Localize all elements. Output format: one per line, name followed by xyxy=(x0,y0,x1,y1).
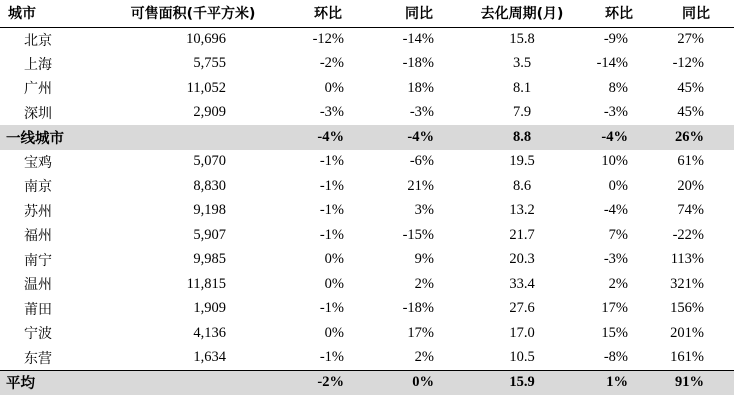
area-mom: 0% xyxy=(324,251,344,268)
area-yoy: 17% xyxy=(407,324,434,341)
cycle-mom: -8% xyxy=(603,349,628,365)
area-yoy: 18% xyxy=(407,79,434,96)
header-cycle-mom: 环比 xyxy=(580,0,658,27)
table-row xyxy=(0,101,734,126)
area-yoy: -18% xyxy=(402,55,434,72)
cycle-mom: -3% xyxy=(603,104,628,121)
cycle-mom: 0% xyxy=(608,177,628,194)
area-yoy: -15% xyxy=(402,226,434,243)
city-name: 深圳 xyxy=(24,105,52,122)
area-yoy: 2% xyxy=(414,349,434,365)
area-yoy: 9% xyxy=(414,251,434,268)
area-mom: -1% xyxy=(319,349,344,365)
area-yoy: -6% xyxy=(409,153,434,170)
destock-cycle: 8.1 xyxy=(512,79,532,96)
available-area: 1,909 xyxy=(193,300,226,317)
cycle-yoy: 161% xyxy=(670,349,704,365)
cycle-yoy: 321% xyxy=(670,275,704,292)
header-cycle-yoy: 同比 xyxy=(658,0,734,27)
table-row xyxy=(0,52,734,77)
cycle-yoy: 156% xyxy=(670,300,704,317)
available-area xyxy=(104,370,282,395)
destock-cycle: 10.5 xyxy=(509,349,535,365)
header-city: 城市 xyxy=(0,0,104,27)
average-row xyxy=(0,370,734,395)
cycle-yoy: -22% xyxy=(672,226,704,243)
area-mom: -2% xyxy=(282,370,374,395)
table-row xyxy=(0,76,734,101)
table-row xyxy=(0,248,734,273)
destock-cycle: 20.3 xyxy=(509,251,535,268)
area-yoy: 21% xyxy=(407,177,434,194)
cycle-mom: -3% xyxy=(603,251,628,268)
area-yoy: -3% xyxy=(409,104,434,121)
table-row xyxy=(0,272,734,297)
destock-cycle: 13.2 xyxy=(509,202,535,219)
cycle-yoy: 27% xyxy=(677,31,704,47)
table-row xyxy=(0,150,734,175)
available-area: 9,985 xyxy=(193,251,226,268)
destock-cycle: 27.6 xyxy=(509,300,535,317)
cycle-mom: 8% xyxy=(608,79,628,96)
available-area: 8,830 xyxy=(193,177,226,194)
area-yoy: 3% xyxy=(414,202,434,219)
area-mom: -3% xyxy=(319,104,344,121)
destock-cycle: 17.0 xyxy=(509,324,535,341)
destock-cycle: 8.8 xyxy=(512,128,532,145)
city-name: 南宁 xyxy=(24,252,52,269)
available-area: 10,696 xyxy=(186,31,226,47)
area-mom: 0% xyxy=(324,324,344,341)
available-area: 5,907 xyxy=(193,226,226,243)
area-mom: -12% xyxy=(312,31,344,47)
cycle-yoy: -12% xyxy=(672,55,704,72)
header-available-area: 可售面积(千平方米) xyxy=(104,0,282,27)
destock-cycle: 3.5 xyxy=(512,55,532,72)
available-area: 9,198 xyxy=(193,202,226,219)
city-name: 莆田 xyxy=(24,301,52,318)
available-area: 11,052 xyxy=(186,79,226,96)
cycle-yoy: 61% xyxy=(677,153,704,170)
cycle-yoy: 20% xyxy=(677,177,704,194)
area-mom: -1% xyxy=(319,300,344,317)
area-mom: -1% xyxy=(319,177,344,194)
destock-cycle: 21.7 xyxy=(509,226,535,243)
city-name: 上海 xyxy=(24,56,52,73)
destock-cycle: 15.9 xyxy=(464,370,580,395)
table-row xyxy=(0,321,734,346)
header-area-mom: 环比 xyxy=(282,0,374,27)
available-area: 11,815 xyxy=(186,275,226,292)
table-row xyxy=(0,346,734,371)
city-name: 福州 xyxy=(24,228,52,245)
available-area: 1,634 xyxy=(193,349,226,365)
table-row xyxy=(0,174,734,199)
area-yoy: -18% xyxy=(402,300,434,317)
destock-cycle: 15.8 xyxy=(509,31,535,47)
table-header-row xyxy=(0,0,734,27)
cycle-yoy: 91% xyxy=(658,370,734,395)
area-mom: -2% xyxy=(319,55,344,72)
cycle-yoy: 74% xyxy=(677,202,704,219)
cycle-mom: 1% xyxy=(580,370,658,395)
area-mom: -1% xyxy=(319,202,344,219)
area-mom: 0% xyxy=(324,275,344,292)
available-area: 5,755 xyxy=(193,55,226,72)
area-yoy: -4% xyxy=(407,128,434,145)
average-label: 平均 xyxy=(0,370,104,395)
table-row xyxy=(0,27,734,52)
available-area: 5,070 xyxy=(193,153,226,170)
area-yoy: 0% xyxy=(374,370,464,395)
cycle-mom: -14% xyxy=(596,55,628,72)
summary-label: 一线城市 xyxy=(6,130,64,147)
destock-cycle: 33.4 xyxy=(509,275,535,292)
cycle-mom: -4% xyxy=(601,128,628,145)
city-name: 北京 xyxy=(24,32,52,49)
tier1-summary-row xyxy=(0,125,734,150)
city-name: 宁波 xyxy=(24,326,52,343)
city-name: 东营 xyxy=(24,350,52,367)
cycle-mom: -4% xyxy=(603,202,628,219)
area-yoy: -14% xyxy=(402,31,434,47)
header-destock-cycle: 去化周期(月) xyxy=(464,0,580,27)
cycle-yoy: 45% xyxy=(677,104,704,121)
available-area: 4,136 xyxy=(193,324,226,341)
table-row xyxy=(0,297,734,322)
available-area: 2,909 xyxy=(193,104,226,121)
cycle-yoy: 45% xyxy=(677,79,704,96)
cycle-yoy: 201% xyxy=(670,324,704,341)
table-row xyxy=(0,223,734,248)
header-area-yoy: 同比 xyxy=(374,0,464,27)
destock-cycle: 19.5 xyxy=(509,153,535,170)
area-mom: -1% xyxy=(319,153,344,170)
city-name: 广州 xyxy=(24,81,52,98)
city-name: 苏州 xyxy=(24,203,52,220)
area-yoy: 2% xyxy=(414,275,434,292)
cycle-mom: 17% xyxy=(601,300,628,317)
destock-cycle: 7.9 xyxy=(512,104,532,121)
table-row xyxy=(0,199,734,224)
cycle-mom: 7% xyxy=(608,226,628,243)
area-mom: 0% xyxy=(324,79,344,96)
cycle-mom: 10% xyxy=(601,153,628,170)
available-area xyxy=(104,125,282,150)
area-mom: -4% xyxy=(317,128,344,145)
cycle-yoy: 113% xyxy=(670,251,704,268)
cycle-mom: -9% xyxy=(603,31,628,47)
cycle-mom: 2% xyxy=(608,275,628,292)
city-name: 南京 xyxy=(24,179,52,196)
cycle-yoy: 26% xyxy=(675,128,704,145)
destock-cycle: 8.6 xyxy=(512,177,532,194)
city-name: 温州 xyxy=(24,277,52,294)
city-name: 宝鸡 xyxy=(24,154,52,171)
cycle-mom: 15% xyxy=(601,324,628,341)
area-mom: -1% xyxy=(319,226,344,243)
